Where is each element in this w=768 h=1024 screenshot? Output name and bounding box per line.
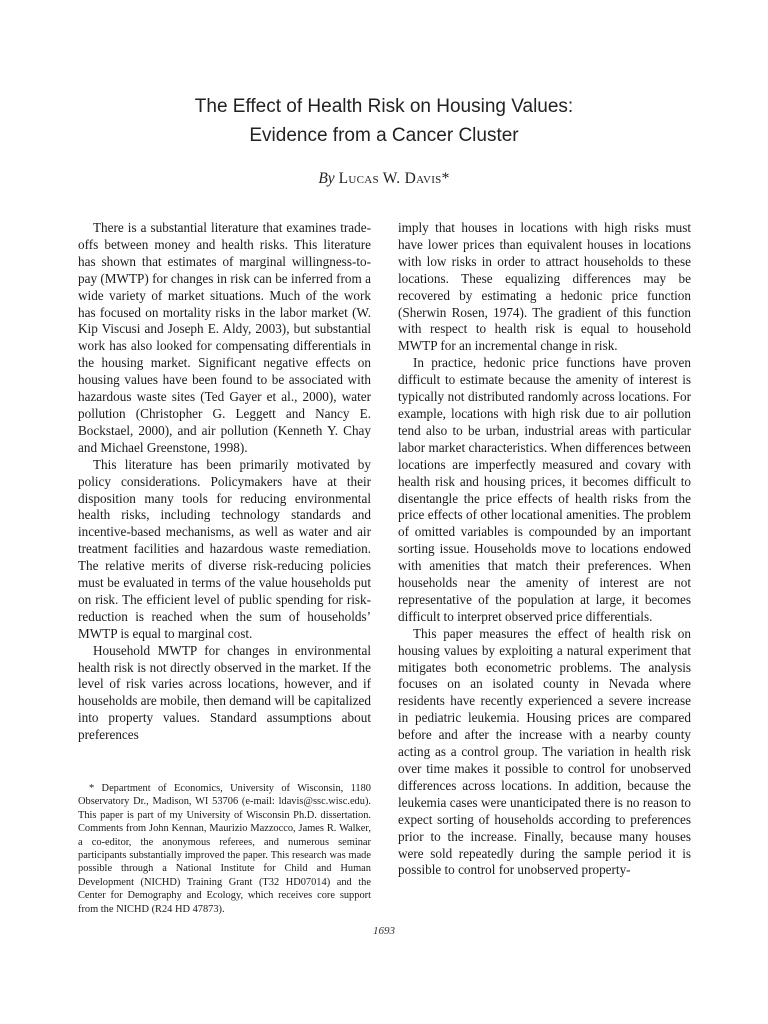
author-byline	[0, 170, 768, 188]
paragraph: There is a substantial literature that examines trade-offs between money and health risks. This literature has shown that estimates of marginal willingness-to-pay (MWTP) for changes in risk can be inferred from a wide variety of market situations. Much of the work has focused on mortality risks in the labor market (W. Kip Viscusi and Joseph E. Aldy, 2003), but substantial work has also looked for compensating differentials in the housing market. Significant negative effects on housing values have been found to be associated with hazardous waste sites (Ted Gayer et al., 2000), water pollution (Christopher G. Leggett and Nancy E. Bockstael, 2000), and air pollution (Kenneth Y. Chay and Michael Greenstone, 1998).	[78, 220, 371, 455]
paragraph: This literature has been primarily motivated by policy considerations. Policymakers have at their disposition many tools for reducing environmental health risks, including technology standards and incentive-based mechanisms, as well as water and air treatment facilities and hazardous waste remediation. The relative merits of diverse risk-reducing policies must be evaluated in terms of the value households put on risk. The efficient level of public spending for risk-reduction is reached when the sum of households’ MWTP is equal to marginal cost.	[78, 456, 371, 641]
byline-by: By	[318, 170, 335, 187]
paper-title	[0, 92, 768, 150]
footnote-text: * Department of Economics, University of Wisconsin, 1180 Observatory Dr., Madison, WI 53706 (e-mail: ldavis@ssc.wisc.edu). This paper is part of my University of Wisconsin Ph.D. dissertation. Comments from John Kennan, Maurizio Mazzocco, James R. Walker, a co-editor, the anonymous referees, and numerous seminar participants substantially improved the paper. This research was made possible through a National Institute for Child and Human Development (NICHD) Training Grant (T32 HD07014) and the Center for Demography and Ecology, which receives core support from the NICHD (R24 HD 47873).	[78, 783, 371, 915]
paragraph: This paper measures the effect of health risk on housing values by exploiting a natural experiment that mitigates both econometric problems. The analysis focuses on an isolated county in Nevada where residents have recently experienced a severe increase in pediatric leukemia. Housing prices are compared before and after the increase with a nearby county acting as a control group. The variation in health risk over time makes it possible to control for unobserved differences across locations. In addition, because the leukemia cases were unanticipated there is no reason to expect sorting of households according to preferences prior to the increase. Finally, because many houses were sold repeatedly during the sample period it is possible to control for unobserved property-	[398, 625, 691, 878]
left-column	[78, 220, 371, 744]
author-name: Lucas W. Davis*	[338, 170, 450, 187]
paragraph: In practice, hedonic price functions have proven difficult to estimate because the amenity of interest is typically not distributed randomly across locations. For example, locations with high risk due to air pollution tend also to be urban, industrial areas with particular labor market characteristics. When differences between locations are imperfectly measured and covary with health risk and housing prices, it becomes difficult to disentangle the price effects of health risks from the price effects of other locational amenities. The problem of omitted variables is compounded by an important sorting issue. Households move to locations endowed with amenities that match their preferences. When households near the amenity of interest are not representative of the population at large, it becomes difficult to interpret observed price differentials.	[398, 355, 691, 624]
paper-title-line-1: The Effect of Health Risk on Housing Values:	[194, 96, 574, 117]
paper-title-line-2: Evidence from a Cancer Cluster	[249, 125, 519, 146]
page-number: 1693	[373, 925, 395, 937]
paragraph: imply that houses in locations with high risks must have lower prices than equivalent houses in locations with low risks in order to attract households to these locations. These equalizing differences may be recovered by estimating a hedonic price function (Sherwin Rosen, 1974). The gradient of this function with respect to health risk is equal to household MWTP for an incremental change in risk.	[398, 220, 691, 354]
right-column	[398, 220, 691, 879]
author-footnote	[78, 782, 371, 916]
paragraph: Household MWTP for changes in environmental health risk is not directly observed in the market. If the level of risk varies across locations, however, and if households are mobile, then demand will be capitalized into property values. Standard assumptions about preferences	[78, 642, 371, 743]
